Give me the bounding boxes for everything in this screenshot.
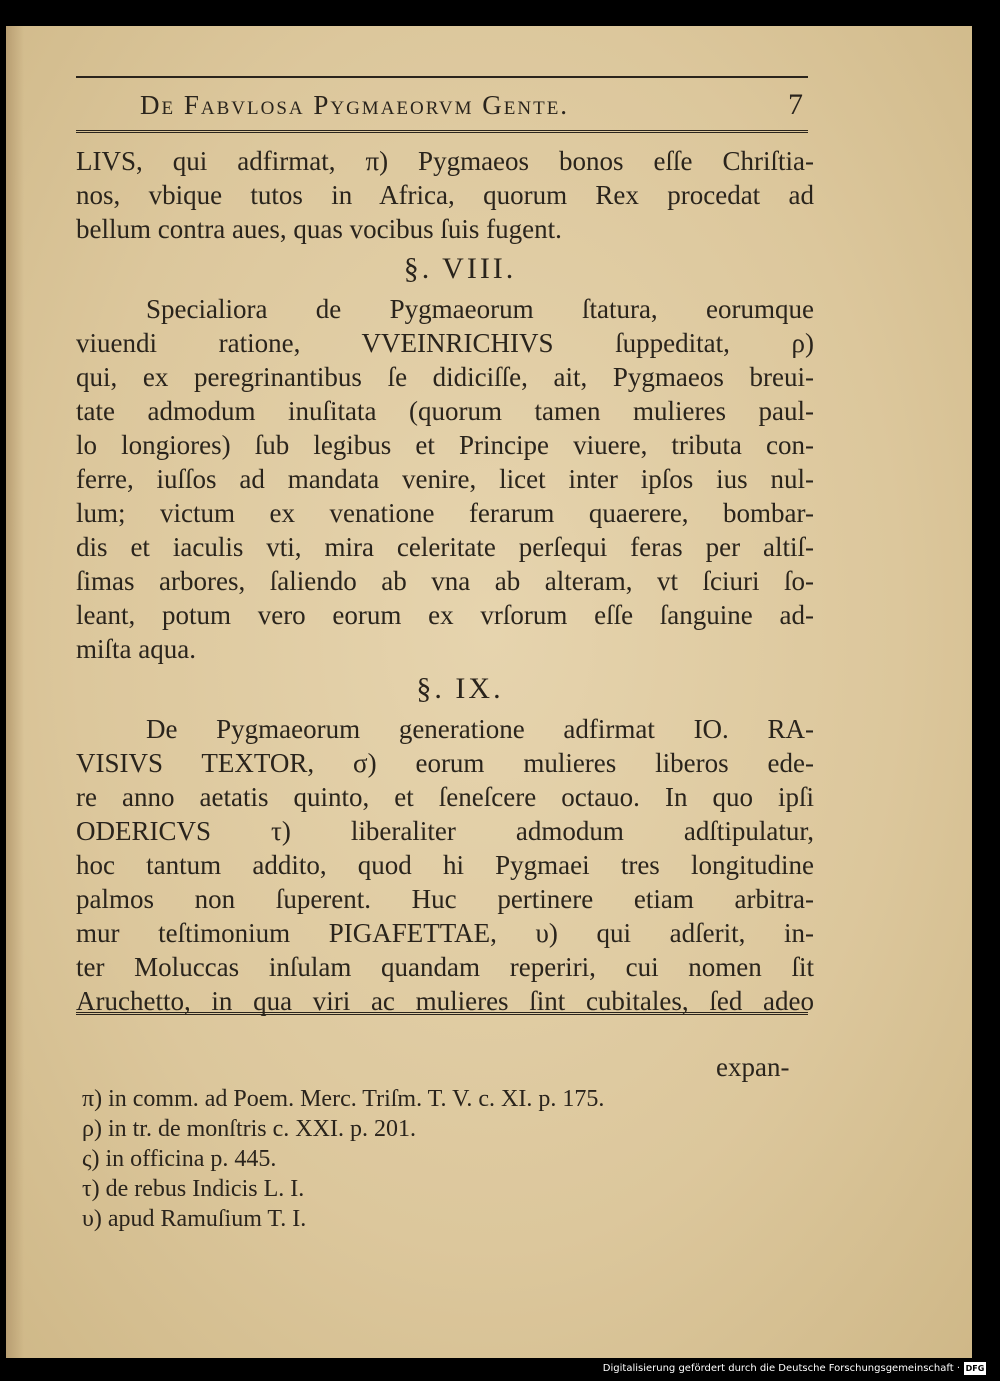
body-line: miſta aqua. <box>76 634 196 664</box>
footnote: π) in comm. ad Poem. Merc. Triſm. T. V. c. XI. p. 175. <box>82 1086 605 1112</box>
body-line: palmos non ſuperent. Huc pertinere etiam arbitra- <box>76 884 814 914</box>
body-line: nos, vbique tutos in Africa, quorum Rex procedat ad <box>76 180 814 210</box>
body-line: mur teſtimonium PIGAFETTAE, υ) qui adſerit, in- <box>76 918 814 948</box>
page-gutter-shadow <box>6 26 24 1358</box>
body-line: qui, ex peregrinantibus ſe didiciſſe, ait, Pygmaeos breui- <box>76 362 814 392</box>
body-line: VISIVS TEXTOR, σ) eorum mulieres liberos ede- <box>76 748 814 778</box>
body-line: ter Moluccas inſulam quandam reperiri, cui nomen ſit <box>76 952 814 982</box>
footnote: τ) de rebus Indicis L. I. <box>82 1176 305 1202</box>
section-heading: §. VIII. <box>403 252 517 285</box>
footnote: ρ) in tr. de monſtris c. XXI. p. 201. <box>82 1116 416 1142</box>
footnote-rule <box>76 1012 808 1018</box>
catchword: expan- <box>716 1052 790 1082</box>
top-rule <box>76 76 808 78</box>
dfg-logo-icon: DFG <box>965 1364 985 1373</box>
head-rule <box>76 130 808 136</box>
body-line: viuendi ratione, VVEINRICHIVS ſuppeditat, ρ) <box>76 328 814 358</box>
digitization-credit <box>603 1362 986 1375</box>
page-number: 7 <box>788 88 803 121</box>
body-line: Specialiora de Pygmaeorum ſtatura, eorumque <box>146 294 814 324</box>
book-page <box>6 26 972 1358</box>
body-line: De Pygmaeorum generatione adfirmat IO. RA- <box>146 714 814 744</box>
body-line: ſimas arbores, ſaliendo ab vna ab alteram, vt ſciuri ſo- <box>76 566 814 596</box>
body-line: LIVS, qui adfirmat, π) Pygmaeos bonos eſſe Chriſtia- <box>76 146 814 176</box>
body-line: lo longiores) ſub legibus et Principe viuere, tributa con- <box>76 430 814 460</box>
body-line: hoc tantum addito, quod hi Pygmaei tres longitudine <box>76 850 814 880</box>
body-line: Aruchetto, in qua viri ac mulieres ſint cubitales, ſed adeo <box>76 986 814 1016</box>
footnotes <box>82 1084 782 1234</box>
body-line: re anno aetatis quinto, et ſeneſcere octauo. In quo ipſi <box>76 782 814 812</box>
body-line: bellum contra aues, quas vocibus ſuis fugent. <box>76 214 562 244</box>
body-line: leant, potum vero eorum ex vrſorum eſſe ſanguine ad- <box>76 600 814 630</box>
body-text <box>76 144 814 1018</box>
running-head-title: De Fabvlosa Pygmaeorvm Gente. <box>140 90 570 120</box>
body-line: tate admodum inuſitata (quorum tamen mulieres paul- <box>76 396 814 426</box>
footnote: υ) apud Ramuſium T. I. <box>82 1206 307 1232</box>
body-line: lum; victum ex venatione ferarum quaerere, bombar- <box>76 498 814 528</box>
footnote: ς) in officina p. 445. <box>82 1146 277 1172</box>
body-line: ferre, iuſſos ad mandata venire, licet inter ipſos ius nul- <box>76 464 814 494</box>
body-line: ODERICVS τ) liberaliter admodum adſtipulatur, <box>76 816 814 846</box>
credit-text: Digitalisierung gefördert durch die Deutsche Forschungsgemeinschaft · <box>602 1363 960 1374</box>
body-line: dis et iaculis vti, mira celeritate perſequi feras per altiſ- <box>76 532 814 562</box>
section-heading: §. IX. <box>416 672 504 705</box>
